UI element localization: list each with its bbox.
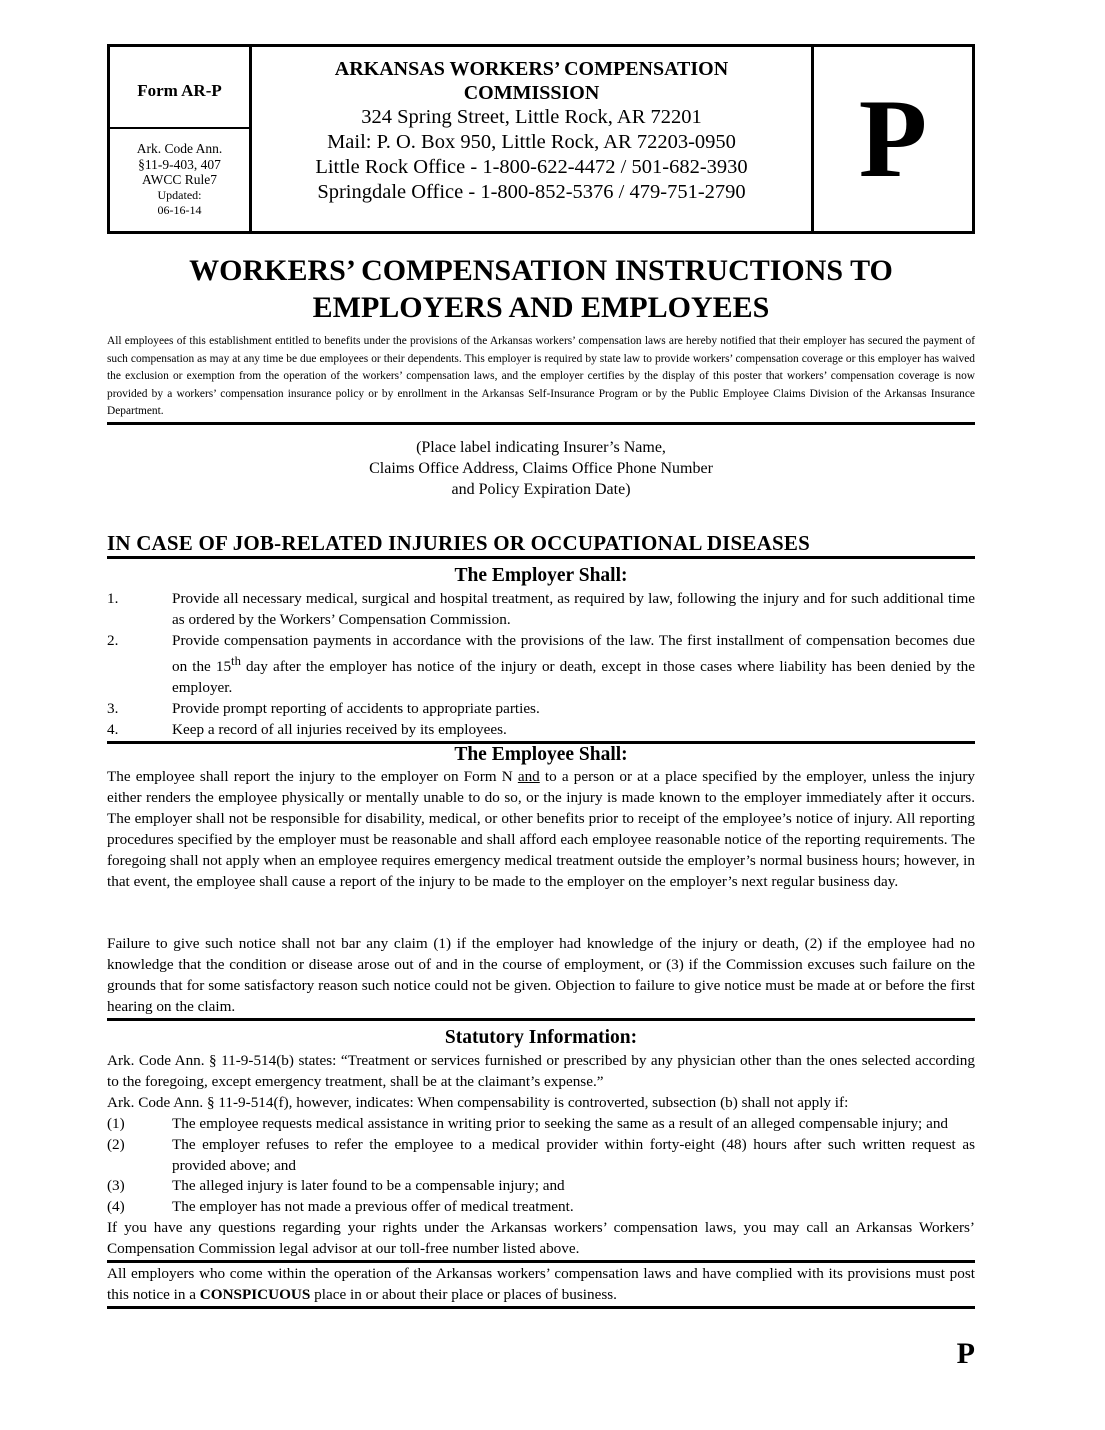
updated-label: Updated: (157, 187, 202, 202)
list-item (107, 1176, 975, 1197)
insurer-label-placeholder (107, 437, 975, 500)
header-box (107, 44, 975, 234)
list-item (107, 699, 975, 720)
springdale-office: Springdale Office - 1-800-852-5376 / 479-751-2790 (317, 181, 746, 203)
footer-letter: P (956, 1337, 975, 1370)
statute-line2: §11-9-403, 407 (138, 156, 221, 172)
form-id: Form AR-P (110, 47, 249, 129)
mail-address: Mail: P. O. Box 950, Little Rock, AR 72203-0950 (327, 131, 736, 153)
title-line1: WORKERS’ COMPENSATION INSTRUCTIONS TO (189, 254, 893, 287)
form-letter: P (858, 77, 928, 201)
posting-text-part: place in or about their place or places of business. (310, 1285, 617, 1303)
item-text-part: Provide compensation payments in accordance with the provisions of the law. The first installment of compensation becomes due on the 15 (172, 631, 975, 676)
underlined-word: and (517, 768, 540, 785)
employee-paragraph-1 (107, 767, 975, 892)
item-number: 4. (107, 720, 119, 738)
form-info-cell (110, 47, 252, 231)
item-number: (1) (107, 1115, 125, 1132)
list-item (107, 1114, 975, 1135)
list-item (107, 1135, 975, 1177)
item-number: (2) (107, 1135, 125, 1153)
little-rock-office: Little Rock Office - 1-800-622-4472 / 501-682-3930 (315, 156, 748, 178)
list-item (107, 631, 975, 699)
street-address: 324 Spring Street, Little Rock, AR 72201 (361, 106, 702, 128)
statute-line1: Ark. Code Ann. (136, 141, 223, 156)
updated-date: 06-16-14 (157, 203, 202, 217)
item-text: The alleged injury is later found to be a compensable injury; and (172, 1177, 565, 1195)
label-line2: Claims Office Address, Claims Office Phone Number (369, 460, 713, 477)
statutory-paragraph-2: Ark. Code Ann. § 11-9-514(f), however, indicates: When compensability is controverted, subsection (b) shall not apply if: (107, 1094, 849, 1111)
item-number: 3. (107, 700, 119, 718)
posting-requirement (107, 1264, 975, 1309)
item-text: The employee requests medical assistance in writing prior to seeking the same as a result of an alleged compensable injury; and (172, 1115, 949, 1132)
item-number: (3) (107, 1177, 125, 1195)
paragraph-part: to a person or at a place specified by the employer, unless the injury either renders the employee physically or mentally unable to do so, or the injury is made known to the employer immediately after it occurs. The employer shall not be responsible for disability, medical, or other benefits prior to receipt of the employee’s notice of injury. All reporting procedures specified by the employer must be reasonable and shall afford each employee reasonable notice of the reporting requirements. The foregoing shall not apply when an employee requires emergency medical treatment outside the employer’s normal business hours; however, in that event, the employee shall cause a report of the injury to be made to the employer on the employer’s next regular business day. (107, 768, 976, 890)
item-number: 2. (107, 631, 119, 649)
statutory-paragraph-1: Ark. Code Ann. § 11-9-514(b) states: “Treatment or services furnished or prescribed by any physician other than the ones selected according to the foregoing, except emergency treatment, shall be at the claimant’s expense.” (107, 1052, 975, 1090)
intro-notice: All employees of this establishment entitled to benefits under the provisions of the Arkansas workers’ compensation laws are hereby notified that their employer has secured the payment of such compensation as may at any time be due employees or their dependents. This employer is required by state law to provide workers’ compensation coverage or this employer has waived the exclusion or exemption from the operation of the workers’ compensation laws, and the employer certifies by the display of this poster that workers’ compensation coverage is now provided by a workers’ compensation insurance policy or by enrollment in the Arkansas Self-Insurance Program or by the Public Employee Claims Division of the Arkansas Insurance Department. (107, 333, 975, 425)
label-line1: (Place label indicating Insurer’s Name, (416, 439, 666, 456)
conspicuous-emphasis: CONSPICUOUS (199, 1285, 311, 1303)
list-item (107, 1197, 975, 1218)
employee-heading: The Employee Shall: (454, 744, 628, 765)
item-text-part: day after the employer has notice of the injury or death, except in those cases where liability has been denied by the employer. (172, 658, 975, 697)
item-text: Provide prompt reporting of accidents to appropriate parties. (172, 700, 540, 718)
statutory-heading: Statutory Information: (444, 1027, 638, 1048)
statutory-paragraph-3: If you have any questions regarding your rights under the Arkansas workers’ compensation laws, you may call an Arkansas Workers’ Compensation Commission legal advisor at our toll-free number listed above. (107, 1218, 975, 1263)
employer-heading: The Employer Shall: (454, 565, 628, 586)
item-text: Keep a record of all injuries received by its employees. (172, 720, 507, 738)
label-line3: and Policy Expiration Date) (451, 481, 631, 498)
section-heading: IN CASE OF JOB-RELATED INJURIES OR OCCUPATIONAL DISEASES (107, 530, 975, 559)
list-item (107, 720, 975, 744)
item-text: Provide all necessary medical, surgical and hospital treatment, as required by law, following the injury and for such additional time as ordered by the Workers’ Compensation Commission. (172, 590, 975, 628)
item-number: (4) (107, 1198, 125, 1216)
org-name-line1: ARKANSAS WORKERS’ COMPENSATION (334, 58, 729, 80)
item-text: The employer has not made a previous offer of medical treatment. (172, 1198, 574, 1216)
ordinal-suffix: th (231, 654, 241, 669)
commission-cell (252, 47, 814, 231)
statutory-conditions-list (107, 1114, 975, 1218)
paragraph-part: The employee shall report the injury to the employer on Form N (107, 768, 518, 785)
employee-paragraph-2: Failure to give such notice shall not bar any claim (1) if the employer had knowledge of the injury or death, (2) if the employee had no knowledge that the condition or disease arose out of and in the course of employment, or (3) if the Commission excuses such failure on the grounds that for some satisfactory reason such notice could not be given. Objection to failure to give notice must be made at or before the first hearing on the claim. (107, 934, 975, 1021)
statute-reference (110, 129, 249, 219)
employer-duties-list (107, 589, 975, 744)
page-title (107, 252, 975, 326)
item-number: 1. (107, 590, 119, 607)
list-item (107, 589, 975, 631)
item-text: The employer refuses to refer the employee to a medical provider within forty-eight (48) hours after such written request as provided above; and (172, 1135, 975, 1174)
item-text (172, 631, 975, 699)
org-name-line2: COMMISSION (463, 82, 600, 104)
statute-line3: AWCC Rule7 (141, 172, 218, 187)
posting-text-part: All employers who come within the operation of the Arkansas workers’ compensation laws and have complied with its provisions must post this notice in a (107, 1265, 975, 1303)
title-line2: EMPLOYERS AND EMPLOYEES (312, 291, 770, 324)
